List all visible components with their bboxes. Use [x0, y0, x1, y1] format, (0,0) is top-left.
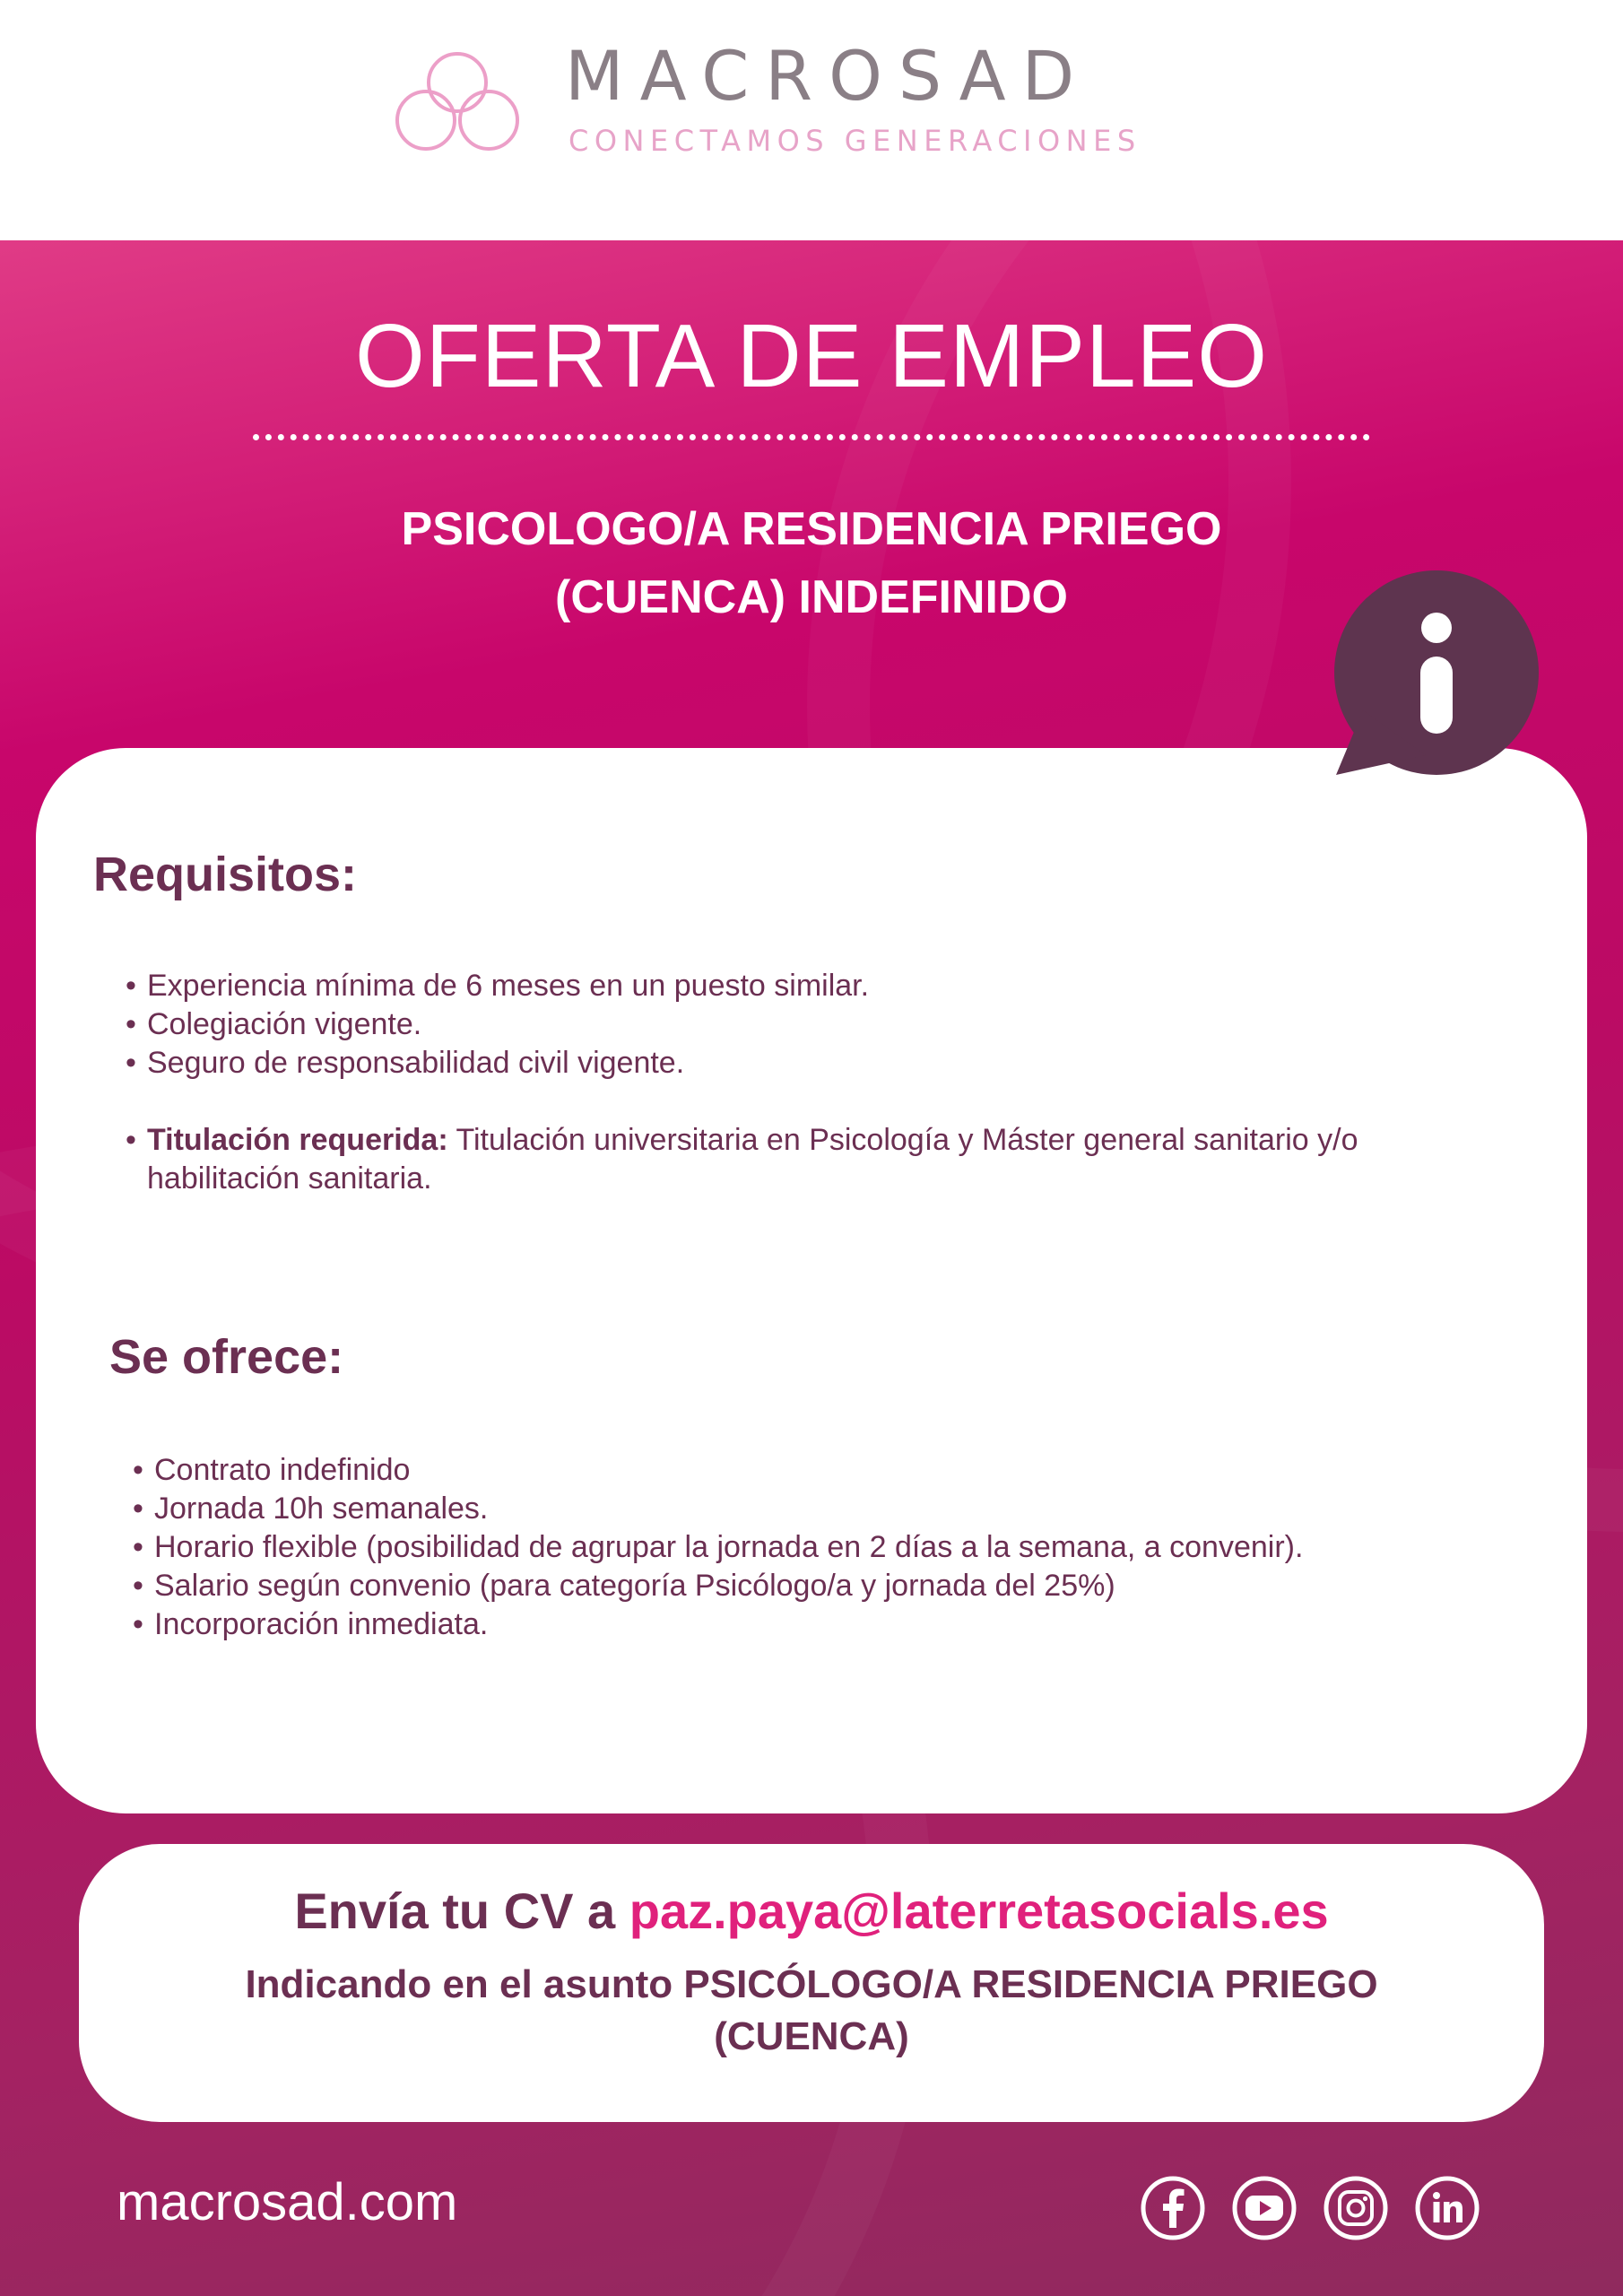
list-item: • Contrato indefinido: [133, 1451, 1496, 1490]
info-speech-bubble-icon: [1327, 567, 1542, 778]
dotted-divider: [253, 434, 1370, 440]
job-title-line1: PSICOLOGO/A RESIDENCIA PRIEGO: [401, 503, 1222, 555]
list-item: • Incorporación inmediata.: [133, 1605, 1496, 1644]
cv-prefix: Envía tu CV a: [294, 1883, 629, 1939]
macrosad-logo-icon: [377, 43, 538, 160]
requirements-heading: Requisitos:: [93, 848, 358, 901]
offer-title: OFERTA DE EMPLEO: [354, 306, 1269, 406]
header: [0, 0, 1623, 240]
offered-list: [133, 1451, 1496, 1644]
list-item: • Seguro de responsabilidad civil vigente.: [126, 1044, 1471, 1083]
website-link[interactable]: macrosad.com: [117, 2173, 458, 2231]
requirements-list: [126, 967, 1471, 1198]
cv-subject: [161, 1959, 1462, 2063]
details-card: [36, 748, 1587, 1813]
list-item: • Horario flexible (posibilidad de agrupar la jornada en 2 días a la semana, a convenir).: [133, 1528, 1496, 1567]
instagram-icon[interactable]: [1324, 2176, 1388, 2240]
job-title-line2: (CUENCA) INDEFINIDO: [555, 571, 1068, 623]
degree-text: Titulación universitaria en Psicología y Máster general sanitario y/o habilitación sanitaria.: [147, 1123, 1358, 1196]
degree-label: Titulación requerida:: [147, 1123, 448, 1157]
list-item: • Jornada 10h semanales.: [133, 1490, 1496, 1528]
cv-send-line: [79, 1882, 1544, 1940]
list-item: • Colegiación vigente.: [126, 1005, 1471, 1044]
cv-subject-line2: (CUENCA): [714, 2014, 909, 2058]
linkedin-icon[interactable]: [1415, 2176, 1480, 2240]
youtube-icon[interactable]: [1232, 2176, 1297, 2240]
list-item: • Experiencia mínima de 6 meses en un puesto similar.: [126, 967, 1471, 1005]
offered-heading: Se ofrece:: [109, 1330, 344, 1384]
logo-tagline: CONECTAMOS GENERACIONES: [568, 124, 1141, 158]
logo-name: MACROSAD: [565, 36, 1091, 116]
list-item-degree: [126, 1121, 1471, 1198]
cv-subject-line1: Indicando en el asunto PSICÓLOGO/A RESIDENCIA PRIEGO: [245, 1962, 1378, 2006]
list-item: • Salario según convenio (para categoría Psicólogo/a y jornada del 25%): [133, 1567, 1496, 1605]
facebook-icon[interactable]: [1141, 2176, 1205, 2240]
cv-email-link[interactable]: paz.paya@laterretasocials.es: [629, 1883, 1329, 1939]
job-title: [179, 495, 1444, 631]
